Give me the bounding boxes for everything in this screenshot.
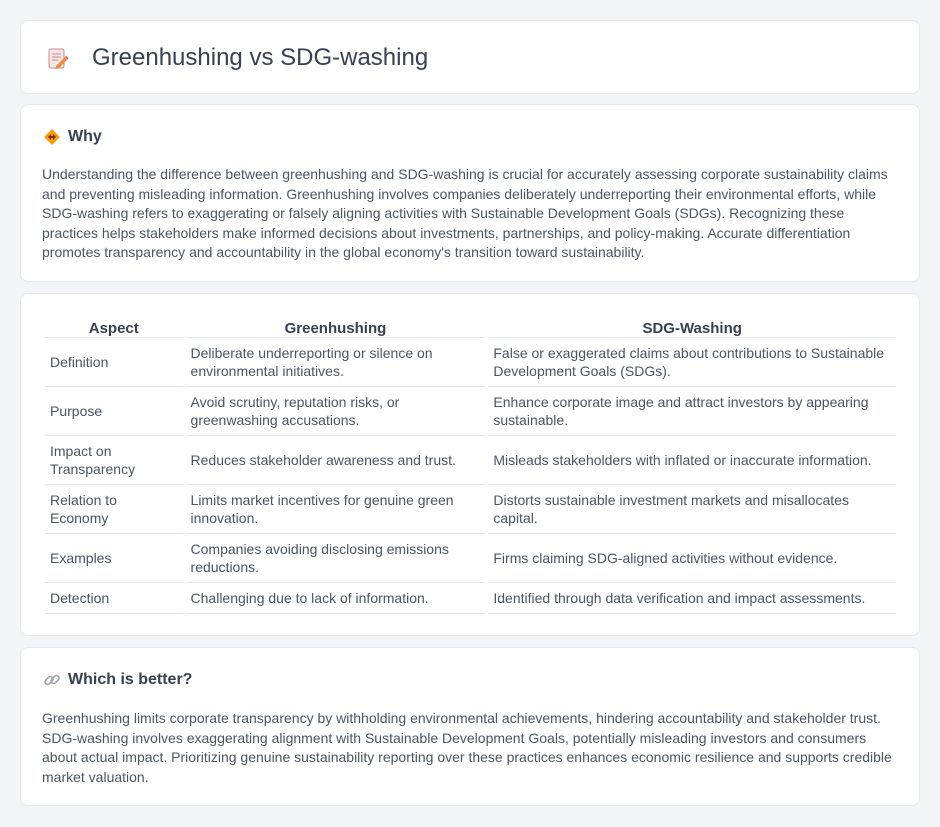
table-cell-sdg-washing: Misleads stakeholders with inflated or inaccurate information. xyxy=(488,436,896,485)
table-cell-greenhushing: Reduces stakeholder awareness and trust. xyxy=(186,436,486,485)
why-section xyxy=(20,104,920,282)
table-header-row xyxy=(45,316,896,338)
table-row xyxy=(45,583,896,614)
which-is-better-section xyxy=(20,647,920,806)
table-cell-aspect: Definition xyxy=(45,338,183,387)
table-cell-sdg-washing: Distorts sustainable investment markets and misallocates capital. xyxy=(488,485,896,534)
table-row xyxy=(45,534,896,583)
better-heading-row xyxy=(43,670,192,690)
notepad-pencil-icon xyxy=(47,47,69,71)
column-header-greenhushing: Greenhushing xyxy=(186,316,486,338)
why-text: Understanding the difference between greenhushing and SDG-washing is crucial for accurately assessing corporate sustainability claims and preventing misleading information. Greenhushing involves companies deliberately underreporting their environmental efforts, while SDG-washing refers to exaggerating or falsely aligning activities with Sustainable Development Goals (SDGs). Recognizing these practices helps stakeholders make informed decisions about investments, partnerships, and policy-making. Accurate differentiation promotes transparency and accountability in the global economy's transition toward sustainability. xyxy=(42,166,888,261)
table-cell-sdg-washing: Enhance corporate image and attract investors by appearing sustainable. xyxy=(488,387,896,436)
table-cell-sdg-washing: Firms claiming SDG-aligned activities without evidence. xyxy=(488,534,896,583)
table-cell-aspect: Impact on Transparency xyxy=(45,436,183,485)
table-cell-greenhushing: Deliberate underreporting or silence on environmental initiatives. xyxy=(186,338,486,387)
link-icon xyxy=(43,671,61,689)
table-cell-aspect: Relation to Economy xyxy=(45,485,183,534)
table-cell-aspect: Purpose xyxy=(45,387,183,436)
table-row xyxy=(45,387,896,436)
table-cell-greenhushing: Avoid scrutiny, reputation risks, or greenwashing accusations. xyxy=(186,387,486,436)
table-cell-sdg-washing: False or exaggerated claims about contributions to Sustainable Development Goals (SDGs). xyxy=(488,338,896,387)
table-cell-greenhushing: Challenging due to lack of information. xyxy=(186,583,486,614)
column-header-aspect: Aspect xyxy=(45,316,183,338)
table-cell-greenhushing: Limits market incentives for genuine green innovation. xyxy=(186,485,486,534)
comparison-table xyxy=(42,316,899,614)
table-row xyxy=(45,485,896,534)
why-heading-row xyxy=(43,127,102,147)
table-cell-aspect: Detection xyxy=(45,583,183,614)
table-cell-aspect: Examples xyxy=(45,534,183,583)
why-heading: Why xyxy=(68,128,102,145)
table-row xyxy=(45,436,896,485)
better-text: Greenhushing limits corporate transparency by withholding environmental achievements, hindering accountability and stakeholder trust. SDG-washing involves exaggerating alignment with Sustainable Development Goals, potentially misleading investors and consumers about actual impact. Prioritizing genuine sustainability reporting over these practices enhances economic resilience and supports credible market valuation. xyxy=(42,710,892,785)
better-heading: Which is better? xyxy=(68,671,193,688)
table-row xyxy=(45,338,896,387)
column-header-sdg-washing: SDG-Washing xyxy=(488,316,896,338)
page-title: Greenhushing vs SDG-washing xyxy=(92,44,429,71)
diamond-arrows-icon xyxy=(43,128,61,146)
table-cell-sdg-washing: Identified through data verification and impact assessments. xyxy=(488,583,896,614)
header-card xyxy=(20,20,920,94)
comparison-table-card xyxy=(20,293,920,636)
table-cell-greenhushing: Companies avoiding disclosing emissions reductions. xyxy=(186,534,486,583)
